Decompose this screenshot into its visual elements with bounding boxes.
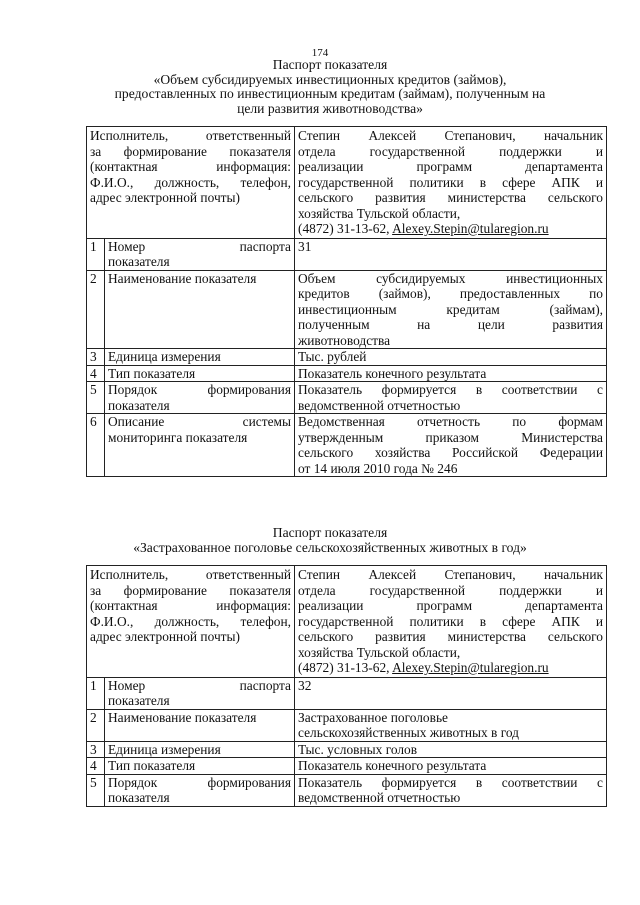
row-value-line: кредитов (займов), предоставленных по bbox=[298, 286, 603, 301]
row-value-line: Ведомственная отчетность по формам bbox=[298, 414, 603, 429]
row-value-line: от 14 июля 2010 года № 246 bbox=[298, 460, 458, 476]
row-number: 4 bbox=[87, 365, 105, 382]
row-value-line: животноводства bbox=[298, 332, 391, 348]
row-number: 1 bbox=[87, 677, 105, 709]
table-row bbox=[87, 758, 607, 775]
row-label-line: Тип показателя bbox=[108, 365, 196, 381]
table-row bbox=[87, 774, 607, 806]
title-line: предоставленных по инвестиционным кредитам (займам), полученным на bbox=[114, 86, 546, 101]
row-number: 5 bbox=[87, 774, 105, 806]
row-value bbox=[295, 774, 607, 806]
contact-line bbox=[298, 660, 603, 676]
executor-label-line: Исполнитель, ответственный bbox=[90, 567, 291, 582]
section-1-title bbox=[60, 58, 600, 116]
row-value-line: утвержденным приказом Министерства bbox=[298, 429, 603, 445]
executor-label-line: за формирование показателя bbox=[90, 582, 291, 598]
row-value bbox=[295, 382, 607, 414]
table-row bbox=[87, 741, 607, 758]
row-value-line: Показатель формируется в соответствии с bbox=[298, 774, 603, 790]
table-row bbox=[87, 414, 607, 477]
executor-row bbox=[87, 127, 607, 239]
row-label bbox=[105, 414, 295, 477]
row-value-line: полученным на цели развития bbox=[298, 317, 603, 332]
row-label bbox=[105, 238, 295, 270]
row-label bbox=[105, 774, 295, 806]
executor-label-line: за формирование показателя bbox=[90, 143, 291, 159]
section-2-title bbox=[60, 526, 600, 555]
table-row bbox=[87, 238, 607, 270]
row-label-line: Единица измерения bbox=[108, 349, 221, 364]
executor-label-line: Ф.И.О., должность, телефон, bbox=[90, 174, 291, 190]
row-value bbox=[295, 365, 607, 382]
row-value-line: сельского хозяйства Российской Федерации bbox=[298, 445, 603, 460]
contact-line bbox=[298, 221, 603, 237]
row-value-line: 31 bbox=[298, 238, 312, 254]
title-line: Паспорт показателя bbox=[272, 525, 388, 540]
row-value bbox=[295, 349, 607, 366]
row-value-line: Показатель конечного результата bbox=[298, 365, 487, 381]
row-label-line: Номер паспорта bbox=[108, 238, 291, 254]
phone: (4872) 31-13-62, bbox=[298, 660, 390, 675]
table-row bbox=[87, 709, 607, 741]
row-value bbox=[295, 238, 607, 270]
row-value bbox=[295, 677, 607, 709]
table-row bbox=[87, 349, 607, 366]
row-number: 5 bbox=[87, 382, 105, 414]
row-value-line: инвестиционным кредитам (займам), bbox=[298, 301, 603, 317]
passport-table-2 bbox=[86, 565, 607, 807]
table-row bbox=[87, 677, 607, 709]
email-link[interactable]: Alexey.Stepin@tularegion.ru bbox=[392, 660, 549, 675]
row-label-line: Описание системы bbox=[108, 414, 291, 429]
row-value-line: ведомственной отчетностью bbox=[298, 790, 461, 805]
row-label-line: показателя bbox=[108, 397, 170, 413]
executor-value-line: Степин Алексей Степанович, начальник bbox=[298, 567, 603, 582]
executor-value-line: отдела государственной поддержки и bbox=[298, 582, 603, 598]
title-line: «Объем субсидируемых инвестиционных кредитов (займов), bbox=[153, 71, 507, 87]
row-label bbox=[105, 741, 295, 758]
executor-value-line: сельского развития министерства сельского bbox=[298, 629, 603, 644]
executor-row bbox=[87, 566, 607, 678]
row-number: 6 bbox=[87, 414, 105, 477]
row-number: 3 bbox=[87, 349, 105, 366]
row-label-line: мониторинга показателя bbox=[108, 429, 248, 445]
row-label-line: Порядок формирования bbox=[108, 774, 291, 790]
row-value-line: 32 bbox=[298, 677, 312, 693]
row-number: 3 bbox=[87, 741, 105, 758]
executor-value bbox=[295, 566, 607, 678]
row-label-line: показателя bbox=[108, 693, 170, 708]
executor-value-line: Степин Алексей Степанович, начальник bbox=[298, 128, 603, 143]
executor-label-line: Ф.И.О., должность, телефон, bbox=[90, 613, 291, 629]
executor-value-line: государственной политики в сфере АПК и bbox=[298, 613, 603, 629]
row-value bbox=[295, 741, 607, 758]
row-value bbox=[295, 270, 607, 349]
row-label-line: Единица измерения bbox=[108, 741, 221, 757]
executor-value-line: хозяйства Тульской области, bbox=[298, 644, 461, 660]
row-value-line: Застрахованное поголовье bbox=[298, 709, 448, 725]
row-value-line: Тыс. условных голов bbox=[298, 741, 418, 757]
row-value-line: Показатель конечного результата bbox=[298, 758, 487, 773]
executor-label-line: (контактная информация: bbox=[90, 159, 291, 174]
table-row bbox=[87, 365, 607, 382]
title-line: Паспорт показателя bbox=[272, 57, 388, 72]
executor-label bbox=[87, 566, 295, 678]
executor-label-line: адрес электронной почты) bbox=[90, 629, 240, 644]
executor-value-line: реализации программ департамента bbox=[298, 159, 603, 174]
row-label-line: Порядок формирования bbox=[108, 382, 291, 397]
executor-value-line: реализации программ департамента bbox=[298, 598, 603, 613]
row-label bbox=[105, 365, 295, 382]
executor-value-line: отдела государственной поддержки и bbox=[298, 143, 603, 159]
executor-label bbox=[87, 127, 295, 239]
row-value bbox=[295, 414, 607, 477]
executor-label-line: Исполнитель, ответственный bbox=[90, 128, 291, 143]
row-value-line: ведомственной отчетностью bbox=[298, 397, 461, 413]
row-label-line: Номер паспорта bbox=[108, 677, 291, 693]
row-label-line: показателя bbox=[108, 254, 170, 269]
row-label bbox=[105, 709, 295, 741]
row-value-line: Объем субсидируемых инвестиционных bbox=[298, 270, 603, 286]
executor-value-line: хозяйства Тульской области, bbox=[298, 205, 461, 221]
executor-value bbox=[295, 127, 607, 239]
executor-label-line: (контактная информация: bbox=[90, 598, 291, 613]
executor-value-line: государственной политики в сфере АПК и bbox=[298, 174, 603, 190]
row-value-line: Тыс. рублей bbox=[298, 349, 367, 364]
row-value bbox=[295, 758, 607, 775]
row-label bbox=[105, 349, 295, 366]
email-link[interactable]: Alexey.Stepin@tularegion.ru bbox=[392, 221, 549, 236]
row-label bbox=[105, 382, 295, 414]
title-line: «Застрахованное поголовье сельскохозяйственных животных в год» bbox=[133, 539, 527, 555]
executor-value-line: сельского развития министерства сельского bbox=[298, 190, 603, 205]
row-number: 2 bbox=[87, 709, 105, 741]
row-value-line: сельскохозяйственных животных в год bbox=[298, 725, 519, 740]
row-value bbox=[295, 709, 607, 741]
row-label-line: Наименование показателя bbox=[108, 709, 257, 725]
row-label bbox=[105, 677, 295, 709]
executor-label-line: адрес электронной почты) bbox=[90, 190, 240, 205]
row-label-line: показателя bbox=[108, 790, 170, 805]
title-line: цели развития животноводства» bbox=[237, 100, 423, 116]
row-number: 2 bbox=[87, 270, 105, 349]
row-value-line: Показатель формируется в соответствии с bbox=[298, 382, 603, 397]
table-row bbox=[87, 382, 607, 414]
table-row bbox=[87, 270, 607, 349]
row-number: 1 bbox=[87, 238, 105, 270]
row-number: 4 bbox=[87, 758, 105, 775]
row-label-line: Наименование показателя bbox=[108, 270, 257, 286]
row-label bbox=[105, 758, 295, 775]
passport-table-1 bbox=[86, 126, 607, 477]
row-label-line: Тип показателя bbox=[108, 758, 196, 773]
page-number: 174 bbox=[311, 47, 329, 59]
row-label bbox=[105, 270, 295, 349]
phone: (4872) 31-13-62, bbox=[298, 221, 390, 236]
